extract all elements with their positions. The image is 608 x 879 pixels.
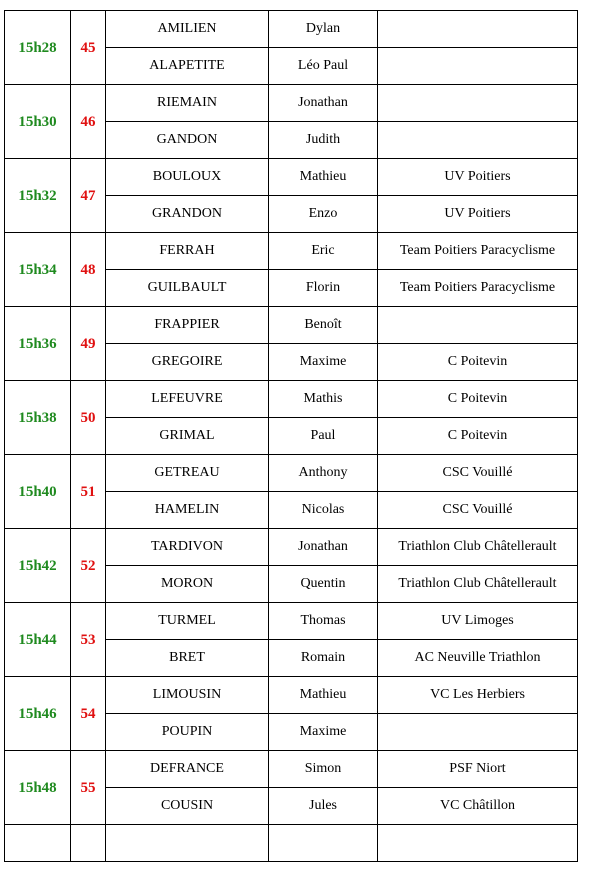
rider-last-name: MORON — [106, 566, 269, 603]
rider-club — [378, 714, 578, 751]
rider-last-name: GUILBAULT — [106, 270, 269, 307]
rider-club: CSC Vouillé — [378, 455, 578, 492]
heat-number: 50 — [71, 381, 106, 455]
rider-last-name: ALAPETITE — [106, 48, 269, 85]
rider-last-name: BRET — [106, 640, 269, 677]
rider-first-name: Nicolas — [269, 492, 378, 529]
heat-number: 52 — [71, 529, 106, 603]
rider-row — [5, 455, 578, 492]
rider-club: UV Poitiers — [378, 159, 578, 196]
empty-cell — [71, 825, 106, 862]
rider-club — [378, 307, 578, 344]
rider-last-name: LIMOUSIN — [106, 677, 269, 714]
rider-last-name: BOULOUX — [106, 159, 269, 196]
empty-cell — [5, 825, 71, 862]
rider-first-name: Benoît — [269, 307, 378, 344]
rider-first-name: Anthony — [269, 455, 378, 492]
rider-row — [5, 85, 578, 122]
empty-cell — [378, 825, 578, 862]
rider-last-name: TURMEL — [106, 603, 269, 640]
rider-club: CSC Vouillé — [378, 492, 578, 529]
rider-first-name: Mathieu — [269, 159, 378, 196]
rider-club: VC Châtillon — [378, 788, 578, 825]
rider-last-name: DEFRANCE — [106, 751, 269, 788]
start-time: 15h48 — [5, 751, 71, 825]
rider-first-name: Enzo — [269, 196, 378, 233]
start-time: 15h42 — [5, 529, 71, 603]
rider-first-name: Simon — [269, 751, 378, 788]
rider-row — [5, 381, 578, 418]
rider-last-name: GRANDON — [106, 196, 269, 233]
rider-last-name: LEFEUVRE — [106, 381, 269, 418]
start-time: 15h46 — [5, 677, 71, 751]
rider-row — [5, 11, 578, 48]
start-list-body — [5, 11, 578, 862]
heat-number: 48 — [71, 233, 106, 307]
start-time: 15h30 — [5, 85, 71, 159]
rider-club: Triathlon Club Châtellerault — [378, 566, 578, 603]
rider-row — [5, 159, 578, 196]
heat-number: 45 — [71, 11, 106, 85]
rider-row — [5, 603, 578, 640]
rider-first-name: Jonathan — [269, 85, 378, 122]
rider-row — [5, 751, 578, 788]
rider-first-name: Paul — [269, 418, 378, 455]
rider-club: C Poitevin — [378, 418, 578, 455]
rider-club: Team Poitiers Paracyclisme — [378, 270, 578, 307]
rider-last-name: GETREAU — [106, 455, 269, 492]
rider-last-name: TARDIVON — [106, 529, 269, 566]
start-time: 15h40 — [5, 455, 71, 529]
empty-cell — [106, 825, 269, 862]
rider-first-name: Dylan — [269, 11, 378, 48]
heat-number: 51 — [71, 455, 106, 529]
rider-row — [5, 307, 578, 344]
start-time: 15h44 — [5, 603, 71, 677]
rider-row — [5, 529, 578, 566]
start-time: 15h38 — [5, 381, 71, 455]
rider-last-name: POUPIN — [106, 714, 269, 751]
rider-club: UV Limoges — [378, 603, 578, 640]
rider-last-name: AMILIEN — [106, 11, 269, 48]
rider-club: C Poitevin — [378, 381, 578, 418]
heat-number: 53 — [71, 603, 106, 677]
rider-first-name: Mathis — [269, 381, 378, 418]
rider-last-name: GREGOIRE — [106, 344, 269, 381]
rider-last-name: COUSIN — [106, 788, 269, 825]
rider-first-name: Jonathan — [269, 529, 378, 566]
heat-number: 55 — [71, 751, 106, 825]
rider-club — [378, 85, 578, 122]
rider-club — [378, 122, 578, 159]
rider-first-name: Thomas — [269, 603, 378, 640]
empty-cell — [269, 825, 378, 862]
rider-club: AC Neuville Triathlon — [378, 640, 578, 677]
rider-first-name: Romain — [269, 640, 378, 677]
rider-last-name: FERRAH — [106, 233, 269, 270]
rider-first-name: Quentin — [269, 566, 378, 603]
rider-last-name: GRIMAL — [106, 418, 269, 455]
rider-club: Team Poitiers Paracyclisme — [378, 233, 578, 270]
rider-club — [378, 48, 578, 85]
rider-row — [5, 233, 578, 270]
start-time: 15h32 — [5, 159, 71, 233]
heat-number: 46 — [71, 85, 106, 159]
rider-first-name: Florin — [269, 270, 378, 307]
empty-row — [5, 825, 578, 862]
start-time: 15h34 — [5, 233, 71, 307]
rider-club: Triathlon Club Châtellerault — [378, 529, 578, 566]
heat-number: 49 — [71, 307, 106, 381]
heat-number: 54 — [71, 677, 106, 751]
start-list-table — [4, 10, 578, 862]
rider-club: C Poitevin — [378, 344, 578, 381]
rider-first-name: Mathieu — [269, 677, 378, 714]
rider-first-name: Maxime — [269, 714, 378, 751]
start-time: 15h28 — [5, 11, 71, 85]
rider-last-name: HAMELIN — [106, 492, 269, 529]
start-time: 15h36 — [5, 307, 71, 381]
rider-first-name: Judith — [269, 122, 378, 159]
rider-row — [5, 677, 578, 714]
heat-number: 47 — [71, 159, 106, 233]
rider-first-name: Maxime — [269, 344, 378, 381]
rider-first-name: Eric — [269, 233, 378, 270]
rider-last-name: GANDON — [106, 122, 269, 159]
rider-club — [378, 11, 578, 48]
rider-first-name: Jules — [269, 788, 378, 825]
rider-last-name: RIEMAIN — [106, 85, 269, 122]
rider-first-name: Léo Paul — [269, 48, 378, 85]
rider-club: PSF Niort — [378, 751, 578, 788]
rider-club: UV Poitiers — [378, 196, 578, 233]
rider-last-name: FRAPPIER — [106, 307, 269, 344]
rider-club: VC Les Herbiers — [378, 677, 578, 714]
